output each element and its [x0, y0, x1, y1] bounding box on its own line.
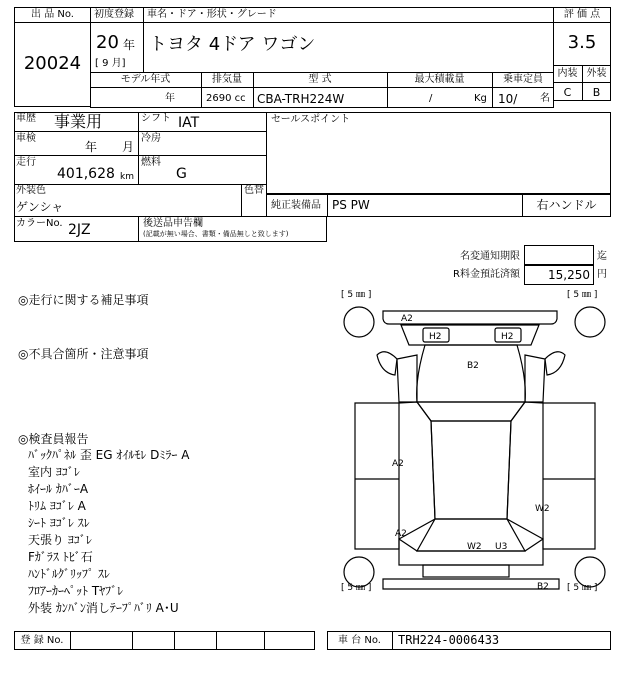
bonnet-shape	[417, 345, 526, 402]
fuel-label: 燃料	[141, 157, 161, 168]
displacement-value: 2690 cc	[206, 93, 246, 104]
inspector-line: 天張り ﾖｺﾞﾚ	[28, 533, 92, 547]
windshield-shape	[417, 402, 525, 421]
inspector-line: ﾌﾛｱｰｶｰﾍﾟｯﾄ Tﾔﾌﾞﾚ	[28, 584, 124, 598]
mark-rear-w: W2	[467, 542, 482, 552]
mark-bonnet: B2	[467, 361, 479, 371]
mark-headlight-right: H2	[501, 332, 514, 342]
mark-left-rear: A2	[395, 529, 407, 539]
model-year-label: モデル年式	[120, 74, 171, 85]
left-side-shape	[355, 403, 399, 549]
inspector-line: ﾊﾞｯｸﾊﾟﾈﾙ 歪 EG ｵｲﾙﾓﾚ Dﾐﾗｰ A	[28, 448, 190, 462]
mark-rear-bumper: B2	[537, 582, 549, 592]
shift-value: IAT	[178, 115, 200, 131]
defects-notes-title: ◎不具合箇所・注意事項	[18, 347, 149, 361]
inspector-report-title: ◎検査員報告	[18, 432, 89, 446]
mirror-right-shape	[545, 352, 565, 375]
car-name-label: 車名・ドア・形状・グレード	[147, 9, 277, 20]
fuel-value: G	[176, 166, 187, 182]
license-plate-shape	[423, 565, 509, 577]
displacement-label: 排気量	[212, 74, 242, 85]
exterior-color-label: 外装色	[16, 185, 46, 196]
tire-label-rear-right: [ 5 ㎜ ]	[567, 583, 598, 593]
ac-label: 冷房	[141, 133, 161, 144]
tire-label-front-left: [ 5 ㎜ ]	[341, 290, 372, 300]
name-change-label: 名変通知期限	[460, 251, 520, 262]
inspector-line: ｼｰﾄ ﾖｺﾞﾚ ｽﾚ	[28, 516, 90, 530]
equipment-label: 純正装備品	[271, 200, 321, 211]
tire-label-front-right: [ 5 ㎜ ]	[567, 290, 598, 300]
car-name: トヨタ 4ドア ワゴン	[149, 34, 316, 55]
inspector-line: ﾎｲｰﾙ ｶﾊﾞｰA	[28, 482, 89, 496]
first-reg-year: 20	[96, 32, 119, 53]
mark-rear-u: U3	[495, 542, 508, 552]
chassis-no-value: TRH224-0006433	[398, 633, 500, 647]
history-label: 車歴	[16, 113, 36, 124]
tire-front-right-icon	[575, 307, 605, 337]
max-load-unit: Kg	[474, 93, 487, 104]
type-label: 型 式	[308, 74, 332, 85]
recycle-unit: 円	[597, 269, 607, 280]
inspection-label: 車検	[16, 133, 36, 144]
first-reg-year-unit: 年	[123, 38, 136, 52]
equipment-value: PS PW	[332, 198, 370, 212]
first-reg-label: 初度登録	[94, 9, 134, 20]
interior-label: 内装	[557, 68, 578, 79]
capacity-value: 10/	[498, 92, 518, 106]
lot-no-label: 出 品 No.	[31, 9, 74, 20]
inspection-month: 月	[122, 140, 135, 154]
inspection-year: 年	[85, 140, 98, 154]
inspector-report-list	[28, 447, 189, 617]
mark-right-side: W2	[535, 504, 550, 514]
steering-value: 右ハンドル	[536, 198, 597, 212]
max-load-value: /	[429, 93, 433, 104]
right-side-shape	[543, 403, 595, 549]
front-fender-right-shape	[525, 355, 545, 402]
grade-value: 3.5	[567, 32, 597, 53]
name-change-unit: 迄	[597, 251, 607, 262]
color-no-label: カラーNo.	[16, 218, 63, 229]
repaint-label: 色替	[244, 185, 264, 196]
mark-front-bumper: A2	[401, 314, 413, 324]
grade-label: 評 価 点	[563, 9, 601, 20]
shift-label: シフト	[141, 113, 171, 124]
registration-no-label: 登 録 No.	[20, 635, 64, 646]
inspector-line: Fｶﾞﾗｽ ﾄﾋﾞ石	[28, 550, 93, 564]
mirror-left-shape	[377, 352, 397, 375]
chassis-no-label: 車 台 No.	[338, 635, 381, 646]
type-value: CBA-TRH224W	[257, 92, 345, 106]
tire-front-left-icon	[344, 307, 374, 337]
mileage-label: 走行	[16, 157, 36, 168]
roof-shape	[431, 421, 511, 519]
tire-label-rear-left: [ 5 ㎜ ]	[341, 583, 372, 593]
exterior-color-value: ゲンシャ	[16, 200, 64, 214]
rear-bumper-shape	[383, 579, 559, 589]
inspector-line: ﾊﾝﾄﾞﾙｸﾞﾘｯﾌﾟ ｽﾚ	[28, 567, 110, 581]
capacity-label: 乗車定員	[503, 74, 543, 85]
mark-left-side: A2	[392, 459, 404, 469]
recycle-amount: 15,250	[548, 268, 590, 282]
name-change-box[interactable]	[524, 245, 594, 265]
first-reg-month: [ 9 月]	[95, 58, 126, 69]
max-load-label: 最大積載量	[414, 74, 465, 85]
exterior-label: 外装	[586, 68, 607, 79]
mileage-value: 401,628	[57, 166, 115, 182]
post-docs-label: 後送品申告欄	[143, 218, 203, 229]
capacity-unit: 名	[540, 93, 550, 104]
model-year-unit: 年	[165, 93, 175, 104]
post-docs-note: (記載が無い場合、書類・備品無しと致します)	[143, 230, 289, 238]
color-no-value: 2JZ	[68, 222, 91, 238]
inspector-line: ﾄﾘﾑ ﾖｺﾞﾚ A	[28, 499, 86, 513]
history-value: 事業用	[54, 112, 103, 131]
exterior-grade: B	[592, 86, 601, 99]
driving-notes-title: ◎走行に関する補足事項	[18, 293, 149, 307]
car-damage-diagram	[339, 289, 611, 605]
front-fender-left-shape	[397, 355, 417, 402]
recycle-label: R料金預託済額	[453, 269, 520, 280]
interior-grade: C	[563, 86, 572, 99]
lot-no-value: 20024	[23, 53, 82, 74]
inspector-line: 外装 ｶﾝﾊﾞﾝ消しﾃｰﾌﾟﾊﾞﾘ A･U	[28, 601, 179, 615]
mileage-unit: km	[120, 172, 134, 182]
mark-headlight-left: H2	[429, 332, 442, 342]
sales-point-label: セールスポイント	[271, 114, 351, 125]
inspector-line: 室内 ﾖｺﾞﾚ	[28, 465, 80, 479]
